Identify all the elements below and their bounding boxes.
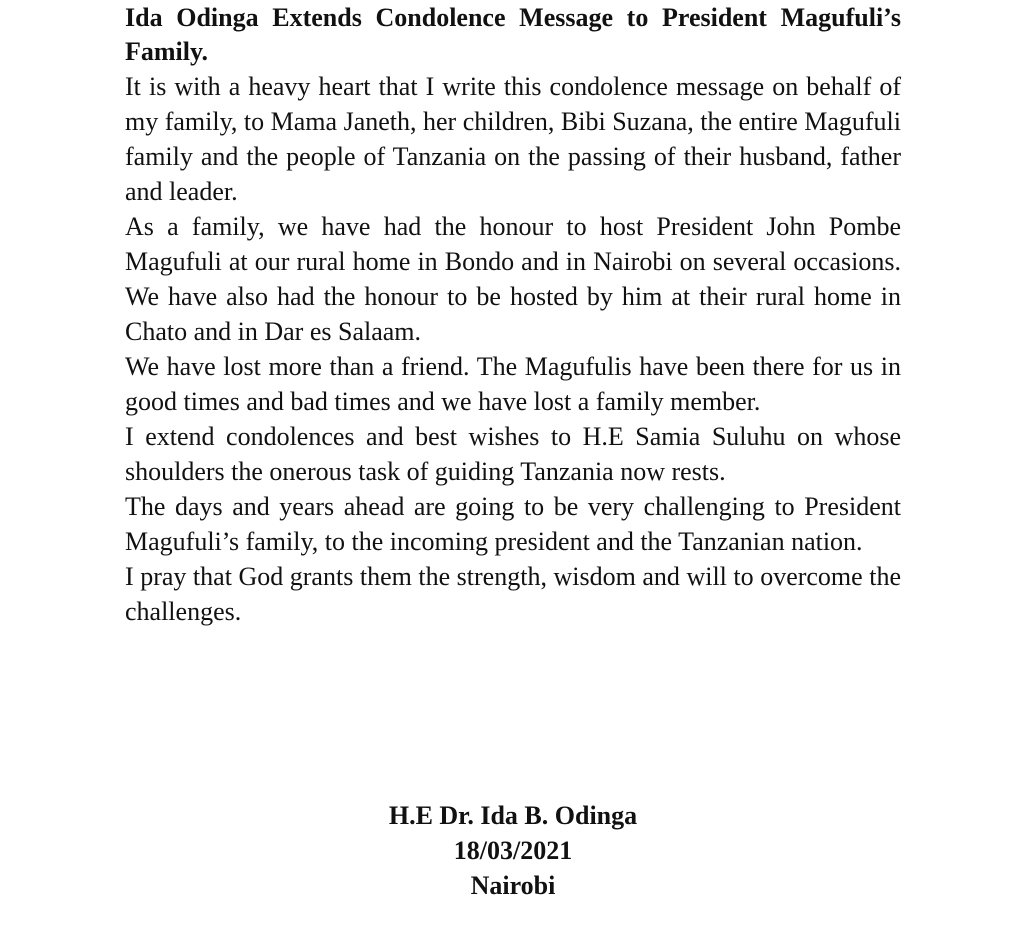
- signature-block: [125, 798, 901, 903]
- signature-date: 18/03/2021: [453, 836, 573, 865]
- signatory-name: H.E Dr. Ida B. Odinga: [388, 801, 638, 830]
- paragraph-4: I extend condolences and best wishes to H.E Samia Suluhu on whose shoulders the onerous task of guiding Tanzania now rests.: [125, 422, 901, 486]
- paragraph-3: We have lost more than a friend. The Magufulis have been there for us in good times and bad times and we have lost a family member.: [125, 352, 901, 416]
- signature-place: Nairobi: [470, 871, 556, 900]
- paragraph-5: The days and years ahead are going to be very challenging to President Magufuli’s family, to the incoming president and the Tanzanian nation.: [125, 492, 901, 556]
- paragraph-2: As a family, we have had the honour to host President John Pombe Magufuli at our rural home in Bondo and in Nairobi on several occasions. We have also had the honour to be hosted by him at their rural home in Chato and in Dar es Salaam.: [125, 212, 901, 346]
- condolence-document: [125, 1, 901, 629]
- paragraph-6: I pray that God grants them the strength, wisdom and will to overcome the challenges.: [125, 562, 901, 626]
- document-title: Ida Odinga Extends Condolence Message to President Magufuli’s Family.: [125, 3, 901, 66]
- paragraph-1: It is with a heavy heart that I write this condolence message on behalf of my family, to Mama Janeth, her children, Bibi Suzana, the entire Magufuli family and the people of Tanzania on the passing of their husband, father and leader.: [125, 72, 901, 206]
